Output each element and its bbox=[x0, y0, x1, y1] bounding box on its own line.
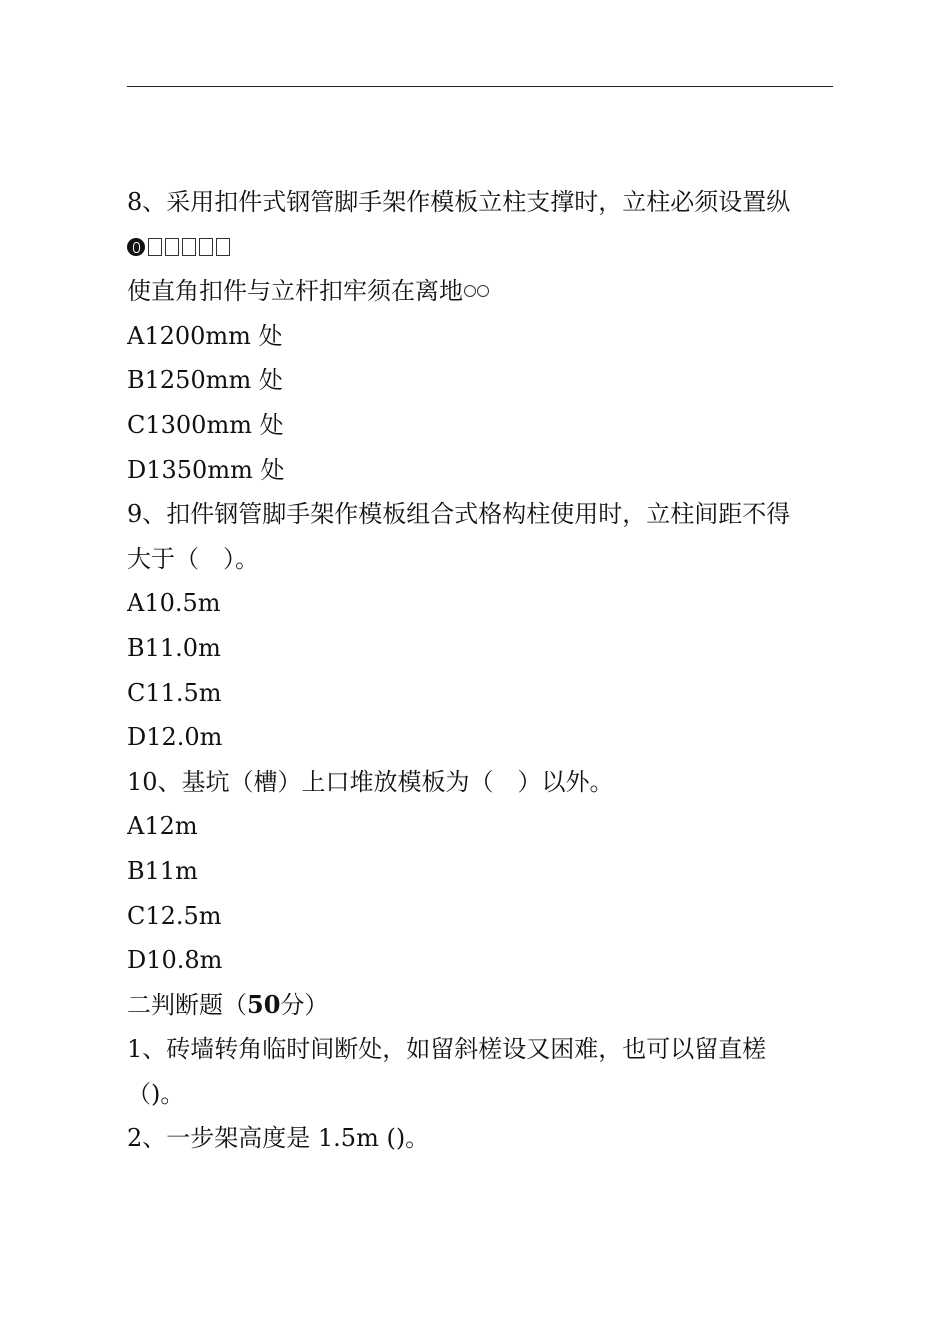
garbled-glyphs bbox=[463, 269, 489, 314]
question-9-continuation: 大于（ ）。 bbox=[127, 544, 259, 573]
question-8-continuation-text: 使直角扣件与立杆扣牢须在离地 bbox=[127, 277, 463, 306]
question-9-text: 9、扣件钢管脚手架作模板组合式格构柱使用时，立柱间距不得 bbox=[127, 500, 791, 529]
question-10-text: 10、基坑（槽）上口堆放模板为（ ）以外。 bbox=[127, 767, 614, 796]
question-8-option-c: C1300mm 处 bbox=[127, 410, 284, 439]
garbled-box-icon bbox=[182, 238, 196, 256]
header-rule bbox=[127, 86, 833, 87]
question-8-option-a: A1200mm 处 bbox=[127, 321, 283, 350]
section-heading-suffix: 分） bbox=[280, 990, 329, 1019]
question-10-option-d: D10.8m bbox=[127, 946, 223, 975]
tf-question-1-text: 1、砖墙转角临时间断处，如留斜槎设又困难，也可以留直槎 bbox=[127, 1035, 767, 1064]
question-9-option-a: A10.5m bbox=[127, 589, 221, 618]
question-8-text: 8、采用扣件式钢管脚手架作模板立柱支撑时，立柱必须设置纵 bbox=[127, 188, 791, 216]
tf-question-2-text: 2、一步架高度是 1.5m ()。 bbox=[127, 1124, 430, 1153]
question-10-option-a: A12m bbox=[127, 812, 198, 841]
garbled-swirl-icon bbox=[464, 285, 476, 297]
garbled-glyphs bbox=[127, 225, 233, 270]
question-10-option-c: C12.5m bbox=[127, 901, 222, 930]
garbled-box-icon bbox=[165, 238, 179, 256]
garbled-swirl-icon bbox=[477, 285, 489, 297]
garbled-dot-icon bbox=[127, 238, 145, 256]
document-body bbox=[127, 180, 837, 1161]
question-8-option-b: B1250mm 处 bbox=[127, 366, 283, 395]
question-8-continuation bbox=[127, 269, 837, 314]
garbled-box-icon bbox=[199, 238, 213, 256]
garbled-box-icon bbox=[216, 238, 230, 256]
question-9-option-b: B11.0m bbox=[127, 633, 221, 662]
garbled-glyph-line bbox=[127, 225, 837, 270]
question-9-option-d: D12.0m bbox=[127, 723, 223, 752]
question-8-option-d: D1350mm 处 bbox=[127, 455, 285, 484]
question-10-option-b: B11m bbox=[127, 856, 198, 885]
question-9-option-c: C11.5m bbox=[127, 678, 222, 707]
section-heading-prefix: 二判断题（ bbox=[127, 990, 247, 1019]
tf-question-1-continuation: （)。 bbox=[127, 1079, 185, 1108]
section-heading-true-false bbox=[127, 983, 837, 1028]
garbled-box-icon bbox=[148, 238, 162, 256]
section-heading-points: 50 bbox=[247, 989, 281, 1019]
